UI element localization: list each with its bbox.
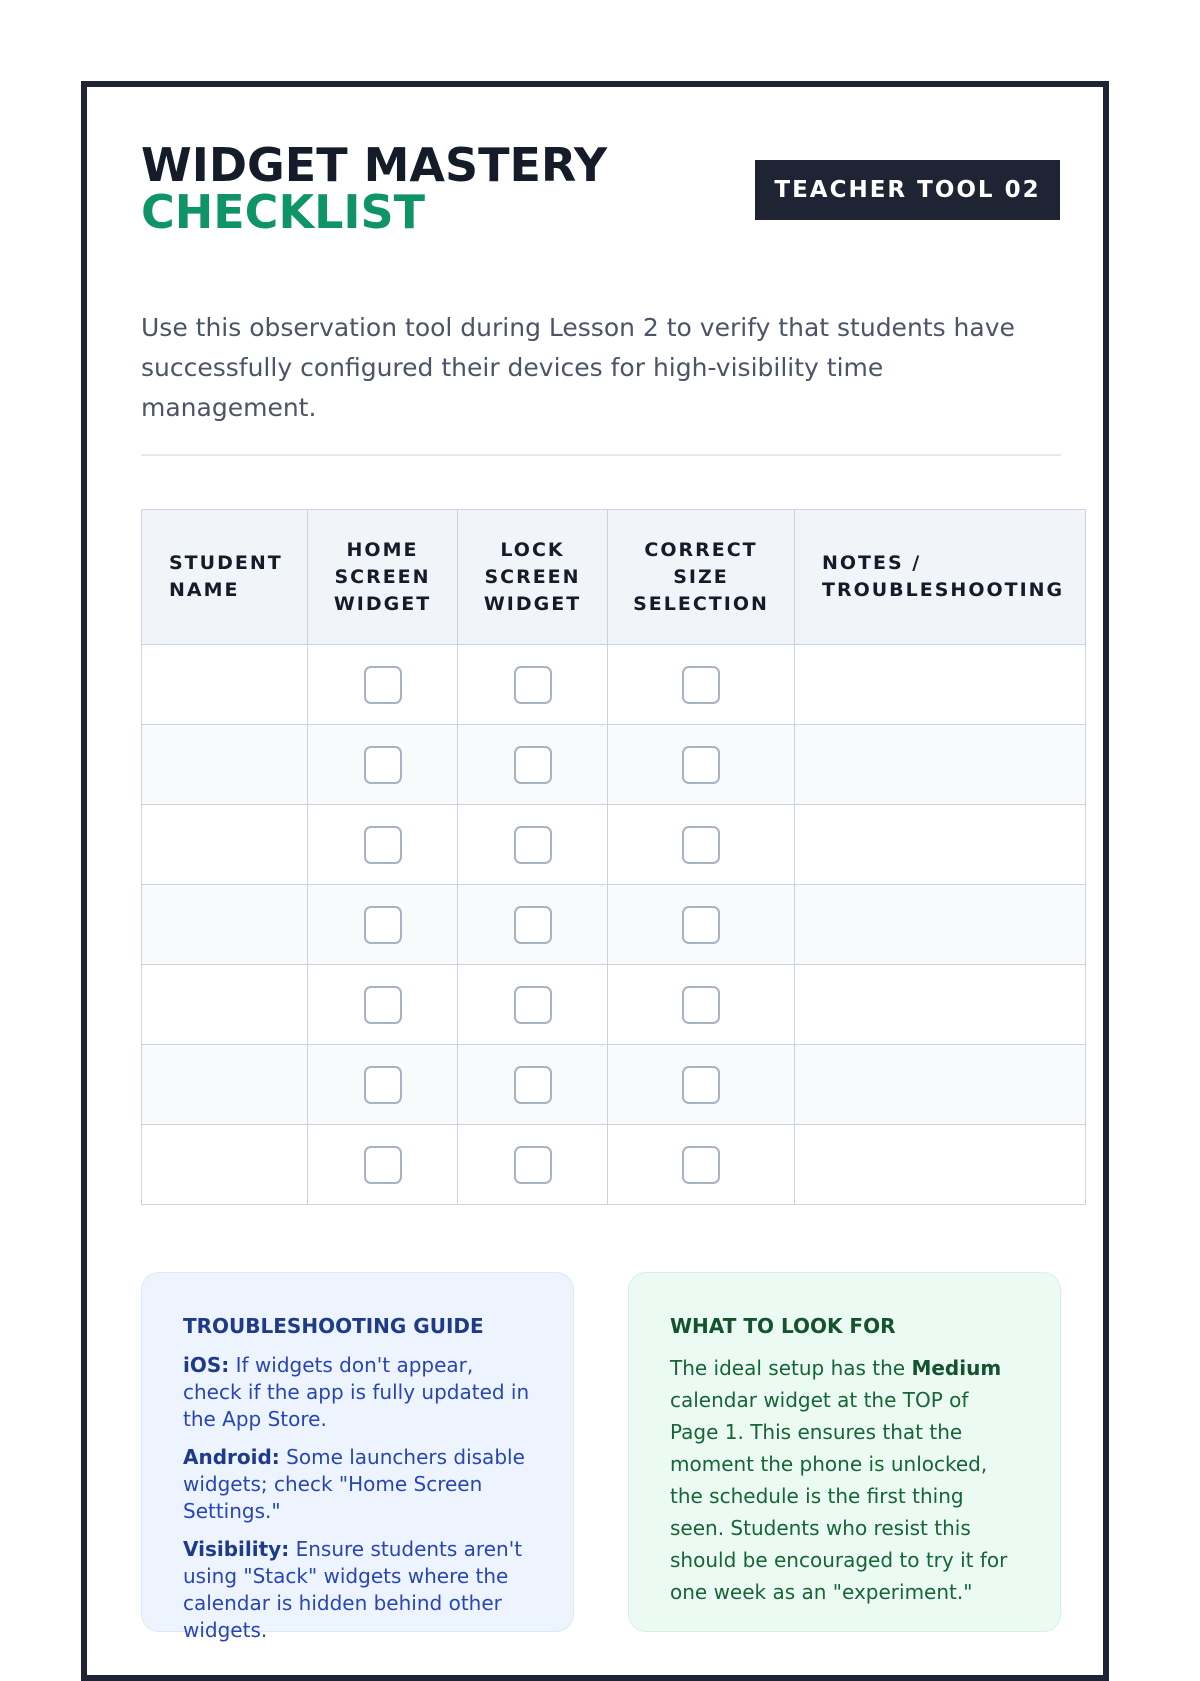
home-screen-widget-checkbox[interactable] [364, 906, 402, 944]
correct-size-selection-checkbox[interactable] [682, 986, 720, 1024]
checklist-table-wrapper [141, 509, 1085, 1205]
tip-ios [183, 1352, 533, 1433]
table-row [142, 645, 1086, 725]
emphasis-medium: Medium [911, 1356, 1002, 1380]
checkbox-cell [308, 725, 458, 805]
notes-cell[interactable] [795, 725, 1086, 805]
what-to-look-for-title: WHAT TO LOOK FOR [670, 1314, 896, 1338]
checkbox-cell [608, 725, 795, 805]
checkbox-cell [608, 965, 795, 1045]
notes-cell[interactable] [795, 805, 1086, 885]
notes-cell[interactable] [795, 1045, 1086, 1125]
notes-cell[interactable] [795, 1125, 1086, 1205]
what-to-look-for-card [628, 1272, 1061, 1632]
notes-cell[interactable] [795, 885, 1086, 965]
checkbox-cell [458, 885, 608, 965]
tip-label: Android: [183, 1445, 280, 1469]
tip-label: iOS: [183, 1353, 230, 1377]
tip-label: Visibility: [183, 1537, 290, 1561]
troubleshooting-guide-title: TROUBLESHOOTING GUIDE [183, 1314, 484, 1338]
lock-screen-widget-checkbox[interactable] [514, 666, 552, 704]
column-header-student-name: STUDENT NAME [142, 510, 308, 645]
divider [141, 454, 1061, 456]
correct-size-selection-checkbox[interactable] [682, 746, 720, 784]
home-screen-widget-checkbox[interactable] [364, 1146, 402, 1184]
checkbox-cell [608, 645, 795, 725]
checkbox-cell [308, 965, 458, 1045]
correct-size-selection-checkbox[interactable] [682, 906, 720, 944]
checkbox-cell [608, 1125, 795, 1205]
lock-screen-widget-checkbox[interactable] [514, 986, 552, 1024]
correct-size-selection-checkbox[interactable] [682, 666, 720, 704]
teacher-tool-badge: TEACHER TOOL 02 [755, 160, 1060, 220]
student-name-cell[interactable] [142, 885, 308, 965]
student-name-cell[interactable] [142, 1045, 308, 1125]
tip-visibility [183, 1536, 533, 1644]
troubleshooting-guide-card [141, 1272, 574, 1642]
checkbox-cell [608, 885, 795, 965]
lock-screen-widget-checkbox[interactable] [514, 1146, 552, 1184]
table-row [142, 725, 1086, 805]
correct-size-selection-checkbox[interactable] [682, 1066, 720, 1104]
column-header-notes: NOTES / TROUBLESHOOTING [795, 510, 1086, 645]
checkbox-cell [308, 1125, 458, 1205]
intro-paragraph: Use this observation tool during Lesson 2 to verify that students have successfully configured their devices for high-visibility time management. [141, 313, 1015, 422]
checkbox-cell [458, 805, 608, 885]
lock-screen-widget-checkbox[interactable] [514, 906, 552, 944]
checkbox-cell [608, 1045, 795, 1125]
tip-android [183, 1444, 533, 1525]
table-row [142, 1045, 1086, 1125]
lock-screen-widget-checkbox[interactable] [514, 746, 552, 784]
what-to-look-for-text: The ideal setup has the Medium calendar widget at the TOP of Page 1. This ensures that the moment the phone is unlocked, the schedule is the first thing seen. Students who resist this should be encouraged to try it for one week as an "experiment." [670, 1356, 1008, 1604]
checkbox-cell [458, 1045, 608, 1125]
table-row [142, 885, 1086, 965]
page-title: WIDGET MASTERY [141, 138, 608, 192]
home-screen-widget-checkbox[interactable] [364, 826, 402, 864]
checkbox-cell [458, 965, 608, 1045]
column-header-correct-size-selection: CORRECT SIZE SELECTION [608, 510, 795, 645]
column-header-lock-screen-widget: LOCK SCREEN WIDGET [458, 510, 608, 645]
tip-text: Some launchers disable widgets; check "Home Screen Settings." [183, 1445, 525, 1523]
checkbox-cell [308, 1045, 458, 1125]
checklist-table [141, 509, 1086, 1205]
table-body [142, 645, 1086, 1205]
lock-screen-widget-checkbox[interactable] [514, 1066, 552, 1104]
checkbox-cell [308, 805, 458, 885]
notes-cell[interactable] [795, 965, 1086, 1045]
checkbox-cell [308, 885, 458, 965]
column-header-home-screen-widget: HOME SCREEN WIDGET [308, 510, 458, 645]
checkbox-cell [458, 725, 608, 805]
student-name-cell[interactable] [142, 965, 308, 1045]
table-header-row [142, 510, 1086, 645]
home-screen-widget-checkbox[interactable] [364, 666, 402, 704]
student-name-cell[interactable] [142, 725, 308, 805]
tip-text: If widgets don't appear, check if the app is fully updated in the App Store. [183, 1353, 530, 1431]
home-screen-widget-checkbox[interactable] [364, 746, 402, 784]
student-name-cell[interactable] [142, 645, 308, 725]
page-subtitle: CHECKLIST [141, 185, 426, 239]
correct-size-selection-checkbox[interactable] [682, 1146, 720, 1184]
notes-cell[interactable] [795, 645, 1086, 725]
checkbox-cell [308, 645, 458, 725]
tip-text: Ensure students aren't using "Stack" widgets where the calendar is hidden behind other widgets. [183, 1537, 523, 1642]
table-row [142, 805, 1086, 885]
checkbox-cell [608, 805, 795, 885]
table-row [142, 1125, 1086, 1205]
table-row [142, 965, 1086, 1045]
home-screen-widget-checkbox[interactable] [364, 986, 402, 1024]
correct-size-selection-checkbox[interactable] [682, 826, 720, 864]
checkbox-cell [458, 1125, 608, 1205]
checkbox-cell [458, 645, 608, 725]
lock-screen-widget-checkbox[interactable] [514, 826, 552, 864]
student-name-cell[interactable] [142, 805, 308, 885]
student-name-cell[interactable] [142, 1125, 308, 1205]
home-screen-widget-checkbox[interactable] [364, 1066, 402, 1104]
